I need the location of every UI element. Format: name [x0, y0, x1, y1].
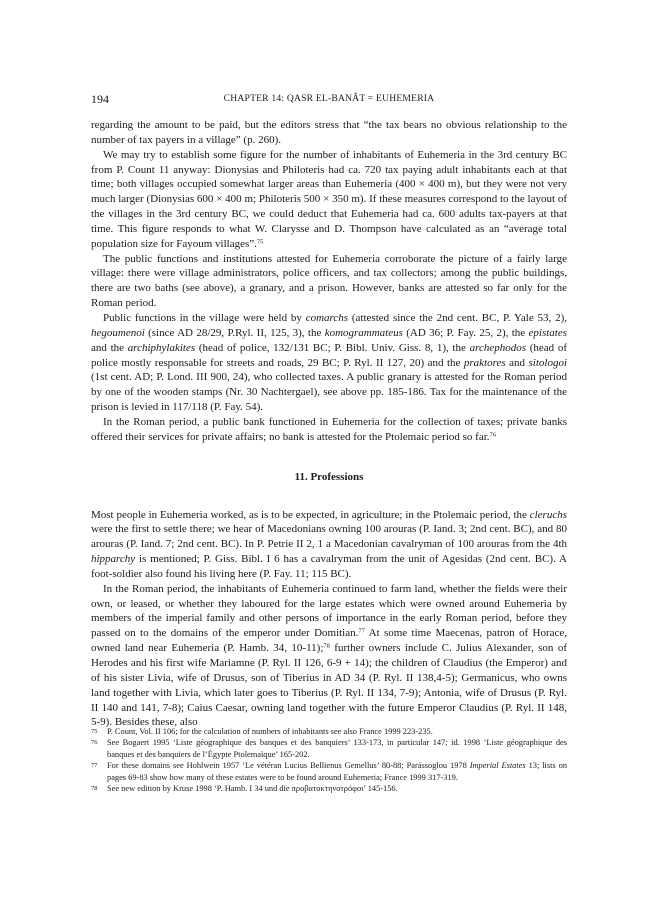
footnotes — [91, 726, 567, 794]
italic-term: archephodos — [469, 341, 526, 354]
paragraph-5-text: In the Roman period, a public bank functioned in Euhemeria for the collection of taxes; private banks offered their services for private affairs; no bank is attested for the Ptolemaic period so far. — [91, 415, 567, 443]
text-run: (head of police, 132/131 BC; P. Bibl. Univ. Giss. 8, 1), the — [195, 341, 470, 354]
italic-term: epistates — [528, 326, 567, 339]
text-run: Most people in Euhemeria worked, as is to be expected, in agriculture; in the Ptolemaic period, the — [91, 508, 530, 521]
paragraph-4 — [91, 311, 567, 415]
italic-term: komogrammateus — [324, 326, 403, 339]
text-run: and — [505, 356, 529, 369]
chapter-title: CHAPTER 14: QASR EL-BANÂT = EUHEMERIA — [223, 93, 435, 104]
paragraph-2 — [91, 148, 567, 252]
italic-term: hegoumenoi — [91, 326, 145, 339]
footnote-77 — [91, 760, 567, 783]
paragraph-7 — [91, 582, 567, 730]
italic-term: cleruchs — [529, 508, 567, 521]
text-run: (since AD 28/29, P.Ryl. II, 125, 3), the — [144, 326, 325, 339]
footnote-ref-78[interactable]: 78 — [323, 642, 330, 650]
text-run: 13; lists on pages 69-83 show how many of these estates were to be found around Euhemeria; France 1999 317-319. — [107, 761, 568, 782]
text-run: For these domains see Hohlwein 1957 ‘Le vétéran Lucius Bellienus Gemellus’ 80-88; Parássoglou 1978 — [107, 761, 470, 771]
text-run: is mentioned; P. Giss. Bibl. I 6 has a cavalryman from the unit of Agesidas (2nd cent. BC). A foot-soldier also found his living here (P. Fay. 11; 115 BC). — [91, 553, 567, 580]
footnote-ref-76[interactable]: 76 — [489, 431, 497, 439]
paragraph-6 — [91, 508, 567, 582]
page — [91, 92, 567, 730]
footnote-78 — [91, 783, 567, 794]
text-run: In the Roman period, the inhabitants of Euhemeria continued to farm land, whether the fields were their own, or leased, or whether they laboured for the large estates which were owned around Euhemeria by members of the imperial family and other persons of importance in the early Roman period, before they passed on to the domains of the emperor under Domitian. — [91, 582, 567, 640]
italic-term: hipparchy — [91, 553, 136, 566]
footnote-text: See Bogaert 1995 ‘Liste géographique des banques et des banquiers’ 133-173, in particular 147; id. 1998 ‘Liste géographique des banques et des banquiers de l’Égypte Ptolemaïque’ 165-202. — [107, 738, 567, 759]
footnote-text: P. Count, Vol. II 106; for the calculation of numbers of inhabitants see also France 1999 223-235. — [107, 727, 433, 736]
footnote-ref-75[interactable]: 75 — [256, 238, 264, 246]
text-run: (AD 36; P. Fay. 25, 2), the — [402, 326, 529, 339]
footnote-ref-77[interactable]: 77 — [358, 627, 365, 635]
text-run: (1st cent. AD; P. Lond. III 900, 24), who collected taxes. A public granary is attested for the Roman period by one of the wooden stamps (Nr. 30 Nachtergael), see above pp. 185-186. Tax for the maintenance of the prison is levied in 117/118 (P. Fay. 54). — [91, 371, 567, 414]
footnote-text — [107, 760, 567, 783]
italic-term: Imperial Estates — [469, 761, 526, 771]
italic-term: comarchs — [305, 311, 349, 324]
italic-term: sitologoi — [528, 356, 568, 369]
footnote-75 — [91, 726, 567, 737]
body-text — [91, 118, 567, 730]
italic-term: archiphylakites — [127, 341, 196, 354]
footnote-76 — [91, 737, 567, 760]
footnote-number: 76 — [91, 739, 98, 747]
text-run: (attested since the 2nd cent. BC, P. Yale 53, 2), — [348, 311, 567, 324]
page-number: 194 — [91, 92, 109, 106]
paragraph-1: regarding the amount to be paid, but the editors stress that “the tax bears no obvious relationship to the number of tax payers in a village” (p. 260). — [91, 119, 567, 146]
text-run: (head of police mostly responsable for streets and roads, 29 BC; P. Ryl. II 127, 20) and the — [91, 341, 567, 369]
paragraph-3: The public functions and institutions attested for Euhemeria corroborate the picture of a fairly large village: there were village administrators, police officers, and tax collectors; among the public buildings, there are two baths (see above), a granary, and a prison. However, banks are attested so far only for the Roman period. — [91, 252, 567, 310]
paragraph-2-text: We may try to establish some figure for the number of inhabitants of Euhemeria in the 3rd century BC from P. Count 11 anyway: Dionysias and Philoteris had ca. 720 tax paying adult inhabitants each at that time; both villages occupied somewhat larger areas than Euhemeria (400 × 400 m), but they were not very much larger (Dionysias 600 × 400 m; Philoteris 500 × 350 m). If these measures correspond to the layout of the villages in the 3rd century BC, we could deduct that Euhemeria had ca. 600 adults tax-payers at that time. This figure responds to what W. Clarysse and D. Thompson have calculated as an “average total population size for Fayoum villages”. — [91, 148, 567, 250]
footnote-number: 78 — [91, 785, 98, 793]
text-run: At some time Maecenas, patron of Horace, owned land near Euhemeria (P. Hamb. 34, 10-11); — [91, 627, 567, 655]
text-run: and the — [91, 341, 128, 354]
italic-term: praktores — [463, 356, 506, 369]
paragraph-5 — [91, 415, 567, 445]
text-run: further owners include C. Julius Alexander, son of Herodes and his first wife Mariamne (P. Ryl. II 126, 6-9 + 14); the children of Claudius (the Emperor) and of his sister Livia, wife of Drusus, son of Tiberius in AD 34 (P. Ryl. II 138,4-5); Germanicus, who owns land together with Livia, which later goes to Tiberius (P. Ryl. II 134, 7-9); Antonia, wife of Drusus (P. Ryl. II 140 and 141, 7-8); Caius Caesar, owning land together with the future Emperor Claudius (P. Ryl. II 148, 5-9). Besides these, also — [91, 642, 567, 729]
text-run: Public functions in the village were held by — [103, 311, 306, 324]
running-head — [91, 92, 567, 106]
footnote-text: See new edition by Kruse 1998 ‘P. Hamb. I 34 und die προβατοκτηνοτρόφοι’ 145-156. — [107, 784, 398, 794]
footnote-number: 75 — [91, 728, 98, 735]
section-heading: 11. Professions — [294, 470, 364, 483]
footnote-number: 77 — [91, 762, 98, 770]
text-run: were the first to settle there; we hear of Macedonians owning 100 arouras (P. Iand. 3; 2nd cent. BC), and 80 arouras (P. Iand. 7; 2nd cent. BC). In P. Petrie II 2, 1 a Macedonian cavalryman of 100 arouras from the 4th — [91, 523, 567, 551]
